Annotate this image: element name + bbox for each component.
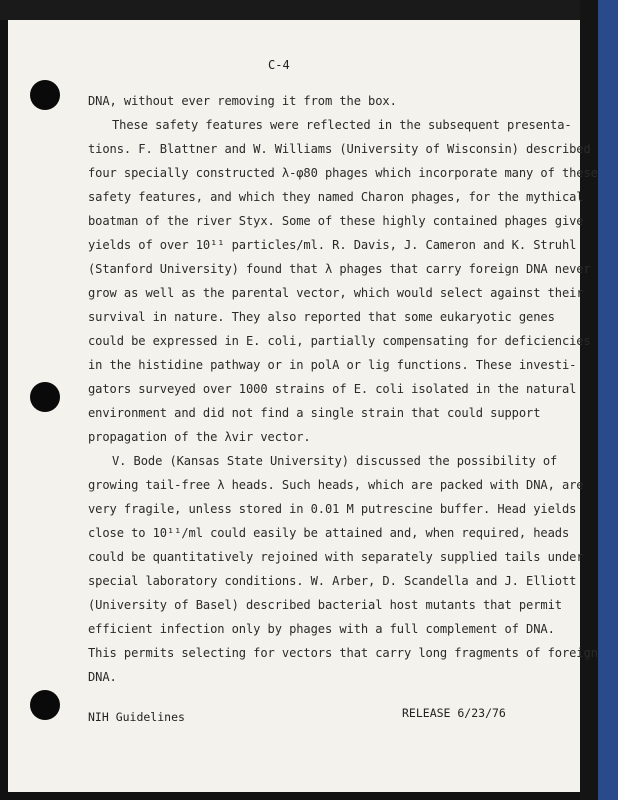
text-line: special laboratory conditions. W. Arber, D. Scandella and J. Elliott [88, 574, 577, 588]
text-line: (University of Basel) described bacterial host mutants that permit [88, 598, 562, 612]
text-line: gators surveyed over 1000 strains of E. coli isolated in the natural [88, 382, 577, 396]
text-line: survival in nature. They also reported that some eukaryotic genes [88, 310, 555, 324]
text-line: growing tail-free λ heads. Such heads, which are packed with DNA, are [88, 478, 584, 492]
punch-hole-middle [30, 382, 60, 412]
text-line: (Stanford University) found that λ phages that carry foreign DNA never [88, 262, 591, 276]
text-line: yields of over 10¹¹ particles/ml. R. Davis, J. Cameron and K. Struhl [88, 238, 577, 252]
footer-title: NIH Guidelines [88, 710, 185, 724]
text-line: boatman of the river Styx. Some of these highly contained phages give [88, 214, 584, 228]
text-line: grow as well as the parental vector, which would select against their [88, 286, 584, 300]
text-line: in the histidine pathway or in polA or lig functions. These investi- [88, 358, 577, 372]
text-line: propagation of the λvir vector. [88, 430, 311, 444]
text-line: This permits selecting for vectors that carry long fragments of foreign [88, 646, 598, 660]
text-line: These safety features were reflected in the subsequent presenta- [112, 118, 572, 132]
text-line: tions. F. Blattner and W. Williams (University of Wisconsin) described [88, 142, 591, 156]
text-line: could be expressed in E. coli, partially compensating for deficiencies [88, 334, 591, 348]
text-line: could be quantitatively rejoined with separately supplied tails under [88, 550, 584, 564]
text-line: safety features, and which they named Charon phages, for the mythical [88, 190, 584, 204]
text-line: four specially constructed λ-φ80 phages which incorporate many of these [88, 166, 598, 180]
text-line: efficient infection only by phages with a full complement of DNA. [88, 622, 555, 636]
scan-top-edge [0, 0, 618, 20]
text-line: close to 10¹¹/ml could easily be attained and, when required, heads [88, 526, 570, 540]
page-number: C-4 [268, 58, 290, 72]
punch-hole-bottom [30, 690, 60, 720]
text-line: environment and did not find a single strain that could support [88, 406, 541, 420]
text-line: V. Bode (Kansas State University) discussed the possibility of [112, 454, 558, 468]
punch-hole-top [30, 80, 60, 110]
text-line: very fragile, unless stored in 0.01 M putrescine buffer. Head yields [88, 502, 577, 516]
scan-right-accent [598, 0, 618, 800]
text-line: DNA, without ever removing it from the box. [88, 94, 397, 108]
text-line: DNA. [88, 670, 117, 684]
footer-release-date: RELEASE 6/23/76 [402, 706, 506, 720]
